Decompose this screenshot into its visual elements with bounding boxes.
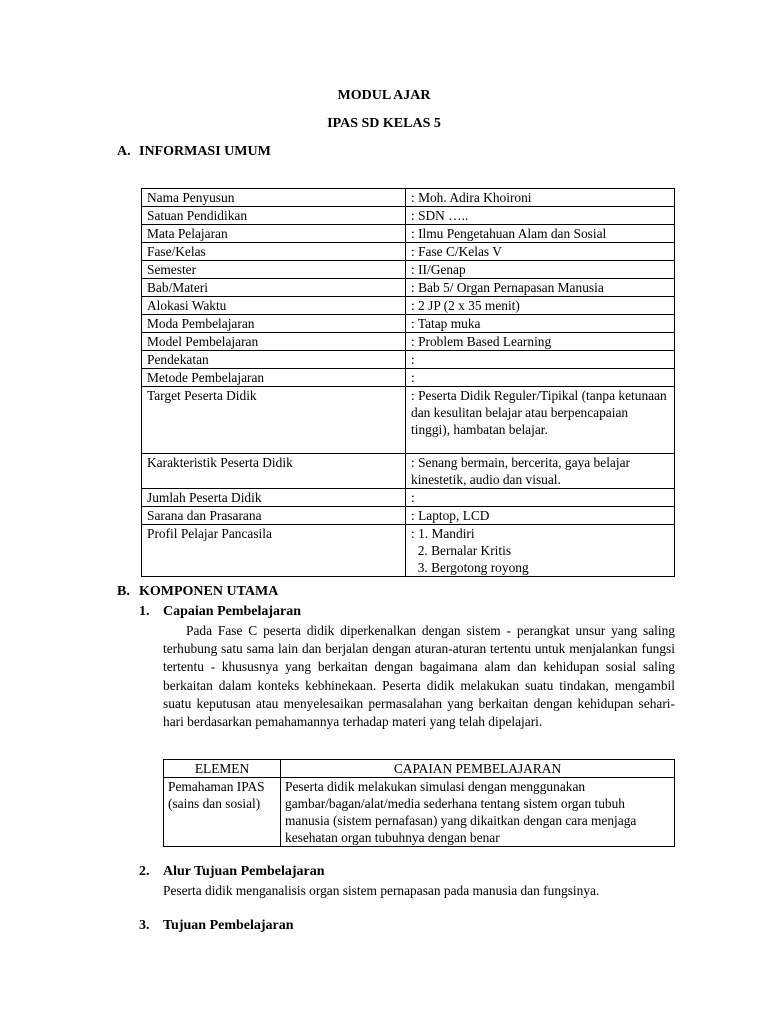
info-key: Model Pembelajaran <box>142 333 406 351</box>
table-row <box>142 489 675 507</box>
info-value: : Peserta Didik Reguler/Tipikal (tanpa ketunaan dan kesulitan belajar atau berpencapaian tinggi), hambatan belajar. <box>406 387 675 454</box>
profil-line: 3. Bergotong royong <box>411 560 529 575</box>
info-value: : Fase C/Kelas V <box>406 243 675 261</box>
table-row <box>142 333 675 351</box>
info-value: : Tatap muka <box>406 315 675 333</box>
sub2-number: 2. <box>139 864 150 879</box>
info-value: : <box>406 369 675 387</box>
sub1-heading <box>139 604 301 620</box>
header-capaian: CAPAIAN PEMBELAJARAN <box>281 760 675 778</box>
table-header-row <box>164 760 675 778</box>
info-key: Moda Pembelajaran <box>142 315 406 333</box>
sub1-title: Capaian Pembelajaran <box>163 604 302 619</box>
profil-line: : 1. Mandiri <box>411 526 475 541</box>
table-row <box>142 297 675 315</box>
info-table <box>141 188 675 577</box>
document-subtitle: IPAS SD KELAS 5 <box>327 116 441 131</box>
table-row <box>142 454 675 489</box>
table-row <box>142 261 675 279</box>
table-row <box>142 315 675 333</box>
cell-capaian: Peserta didik melakukan simulasi dengan menggunakan gambar/bagan/alat/media sederhana tentang sistem organ tubuh manusia (sistem pernafasan) yang dikaitkan dengan cara menjaga kesehatan organ tubuhnya dengan benar <box>281 778 675 847</box>
sub3-heading <box>139 918 294 934</box>
info-key: Satuan Pendidikan <box>142 207 406 225</box>
sub3-number: 3. <box>139 918 150 933</box>
cell-elemen: Pemahaman IPAS (sains dan sosial) <box>164 778 281 847</box>
profil-line: 2. Bernalar Kritis <box>411 543 512 558</box>
table-row <box>142 351 675 369</box>
info-value: : <box>406 489 675 507</box>
section-b-number: B. <box>117 584 130 599</box>
info-key: Pendekatan <box>142 351 406 369</box>
info-value: : Ilmu Pengetahuan Alam dan Sosial <box>406 225 675 243</box>
sub2-title: Alur Tujuan Pembelajaran <box>163 864 325 879</box>
alur-paragraph: Peserta didik menganalisis organ sistem pernapasan pada manusia dan fungsinya. <box>163 883 600 898</box>
table-row <box>142 189 675 207</box>
info-value: : Laptop, LCD <box>406 507 675 525</box>
info-key: Bab/Materi <box>142 279 406 297</box>
info-key: Target Peserta Didik <box>142 387 406 454</box>
info-key: Jumlah Peserta Didik <box>142 489 406 507</box>
section-b-heading <box>117 584 278 600</box>
info-key: Nama Penyusun <box>142 189 406 207</box>
capaian-table <box>163 759 675 847</box>
document-title: MODUL AJAR <box>337 88 431 103</box>
section-a-number: A. <box>117 144 131 159</box>
info-value: : <box>406 351 675 369</box>
sub3-title: Tujuan Pembelajaran <box>163 918 294 933</box>
info-key: Mata Pelajaran <box>142 225 406 243</box>
table-row <box>142 387 675 454</box>
table-row <box>142 525 675 577</box>
sub2-heading <box>139 864 325 880</box>
table-row <box>142 369 675 387</box>
info-key: Metode Pembelajaran <box>142 369 406 387</box>
sub1-number: 1. <box>139 604 150 619</box>
table-row <box>142 207 675 225</box>
info-value: : Moh. Adira Khoironi <box>406 189 675 207</box>
info-key: Karakteristik Peserta Didik <box>142 454 406 489</box>
table-row <box>142 279 675 297</box>
info-value: : II/Genap <box>406 261 675 279</box>
info-key: Fase/Kelas <box>142 243 406 261</box>
info-value: : SDN ….. <box>406 207 675 225</box>
info-key: Profil Pelajar Pancasila <box>142 525 406 577</box>
info-value: : Bab 5/ Organ Pernapasan Manusia <box>406 279 675 297</box>
info-key: Sarana dan Prasarana <box>142 507 406 525</box>
info-value: : Senang bermain, bercerita, gaya belajar kinestetik, audio dan visual. <box>406 454 675 489</box>
info-key: Alokasi Waktu <box>142 297 406 315</box>
section-a-title: INFORMASI UMUM <box>139 144 271 159</box>
capaian-paragraph: Pada Fase C peserta didik diperkenalkan dengan sistem - perangkat unsur yang saling terhubung satu sama lain dan berjalan dengan aturan-aturan tertentu untuk menjalankan fungsi tertentu - khususnya yang berkaitan dengan bagaimana alam dan kehidupan sosial saling berkaitan dalam konteks kebhinekaan. Peserta didik melakukan suatu tindakan, mengambil suatu keputusan atau menyelesaikan permasalahan yang berkaitan dengan kehidupan sehari-hari berdasarkan pemahamannya terhadap materi yang telah dipelajari. <box>163 623 675 730</box>
section-b-title: KOMPONEN UTAMA <box>139 584 279 599</box>
table-row <box>164 778 675 847</box>
table-row <box>142 225 675 243</box>
table-row <box>142 507 675 525</box>
header-elemen: ELEMEN <box>164 760 281 778</box>
section-a-heading <box>117 144 271 160</box>
info-value: : Problem Based Learning <box>406 333 675 351</box>
info-key: Semester <box>142 261 406 279</box>
table-row <box>142 243 675 261</box>
info-value: : 2 JP (2 x 35 menit) <box>406 297 675 315</box>
info-value <box>406 525 675 577</box>
